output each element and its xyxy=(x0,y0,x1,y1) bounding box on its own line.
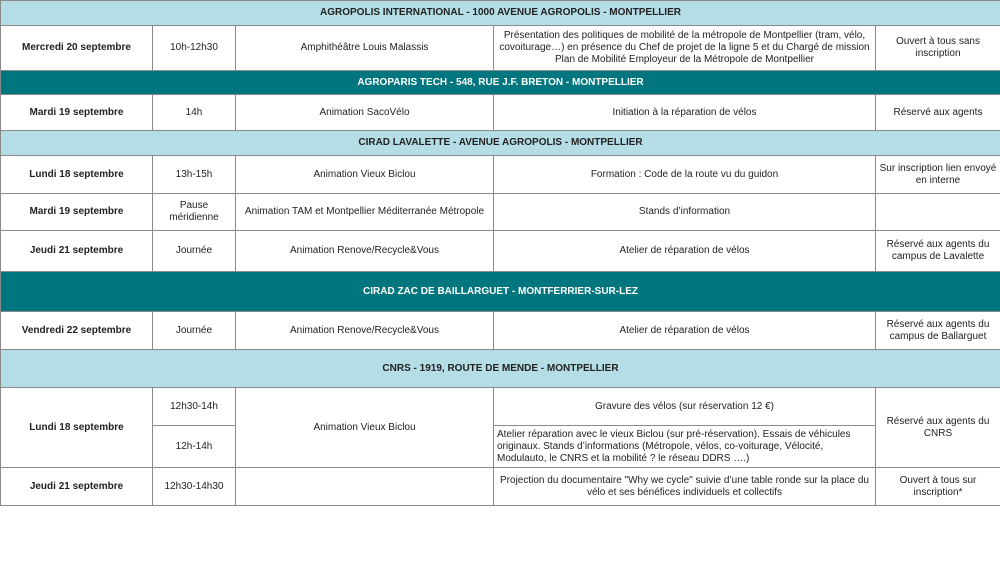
table-row xyxy=(1,388,1000,426)
row-description: Projection du documentaire "Why we cycle" suivie d’une table ronde sur la place du vélo et ses bénéfices individuels et collectifs xyxy=(494,468,876,506)
table-row xyxy=(1,156,1000,194)
row-description: Formation : Code de la route vu du guidon xyxy=(494,156,876,194)
table-row xyxy=(1,468,1000,506)
row-access: Sur inscription lien envoyé en interne xyxy=(876,156,1000,194)
row-access xyxy=(876,194,1000,231)
section-header-row xyxy=(1,272,1000,312)
section-header-agroparistech: AGROPARIS TECH - 548, RUE J.F. BRETON - MONTPELLIER xyxy=(1,71,1000,95)
section-header-row xyxy=(1,350,1000,388)
row-access: Réservé aux agents du campus de Lavalette xyxy=(876,231,1000,272)
row-description: Initiation à la réparation de vélos xyxy=(494,95,876,131)
row-time: 12h30-14h30 xyxy=(153,468,236,506)
section-header-cirad-lavalette: CIRAD LAVALETTE - AVENUE AGROPOLIS - MONTPELLIER xyxy=(1,131,1000,156)
row-description: Atelier réparation avec le vieux Biclou (sur pré-réservation). Essais de véhicules originaux. Stands d’informations (Métropole, vélos, co-voiturage, Vélocité, Modulauto, le CNRS et la mobilité ? le réseau DDRS ….) xyxy=(494,426,876,468)
section-header-row xyxy=(1,131,1000,156)
row-access: Réservé aux agents du campus de Ballarguet xyxy=(876,312,1000,350)
row-description: Atelier de réparation de vélos xyxy=(494,231,876,272)
row-access: Ouvert à tous sur inscription* xyxy=(876,468,1000,506)
row-date: Mardi 19 septembre xyxy=(1,194,153,231)
section-header-agropolis: AGROPOLIS INTERNATIONAL - 1000 AVENUE AGROPOLIS - MONTPELLIER xyxy=(1,1,1000,26)
row-description: Gravure des vélos (sur réservation 12 €) xyxy=(494,388,876,426)
row-access: Ouvert à tous sans inscription xyxy=(876,26,1000,71)
row-animation: Animation SacoVélo xyxy=(236,95,494,131)
row-date: Jeudi 21 septembre xyxy=(1,468,153,506)
table-row xyxy=(1,194,1000,231)
row-animation xyxy=(236,468,494,506)
row-description: Stands d’information xyxy=(494,194,876,231)
table-row xyxy=(1,26,1000,71)
row-animation: Animation Renove/Recycle&Vous xyxy=(236,312,494,350)
table-row xyxy=(1,231,1000,272)
row-description: Présentation des politiques de mobilité de la métropole de Montpellier (tram, vélo, covoiturage…) en présence du Chef de projet de la ligne 5 et du Chargé de mission Plan de Mobilité Employeur de la Métropole de Montpellier xyxy=(494,26,876,71)
section-header-cirad-baillarguet: CIRAD ZAC DE BAILLARGUET - MONTFERRIER-SUR-LEZ xyxy=(1,272,1000,312)
row-animation: Amphithéâtre Louis Malassis xyxy=(236,26,494,71)
section-header-cnrs: CNRS - 1919, ROUTE DE MENDE - MONTPELLIER xyxy=(1,350,1000,388)
section-header-row xyxy=(1,71,1000,95)
row-animation: Animation Renove/Recycle&Vous xyxy=(236,231,494,272)
row-date: Lundi 18 septembre xyxy=(1,388,153,468)
row-time: 12h-14h xyxy=(153,426,236,468)
row-time: Journée xyxy=(153,231,236,272)
row-date: Vendredi 22 septembre xyxy=(1,312,153,350)
row-time: 10h-12h30 xyxy=(153,26,236,71)
section-header-row xyxy=(1,1,1000,26)
row-animation: Animation Vieux Biclou xyxy=(236,156,494,194)
row-date: Mardi 19 septembre xyxy=(1,95,153,131)
row-time: Pause méridienne xyxy=(153,194,236,231)
table-row xyxy=(1,95,1000,131)
row-access: Réservé aux agents du CNRS xyxy=(876,388,1000,468)
row-animation: Animation TAM et Montpellier Méditerranée Métropole xyxy=(236,194,494,231)
row-date: Lundi 18 septembre xyxy=(1,156,153,194)
row-time: 12h30-14h xyxy=(153,388,236,426)
row-description: Atelier de réparation de vélos xyxy=(494,312,876,350)
row-date: Jeudi 21 septembre xyxy=(1,231,153,272)
row-time: 14h xyxy=(153,95,236,131)
row-animation: Animation Vieux Biclou xyxy=(236,388,494,468)
table-row xyxy=(1,312,1000,350)
row-date: Mercredi 20 septembre xyxy=(1,26,153,71)
row-access: Réservé aux agents xyxy=(876,95,1000,131)
row-time: Journée xyxy=(153,312,236,350)
row-time: 13h-15h xyxy=(153,156,236,194)
